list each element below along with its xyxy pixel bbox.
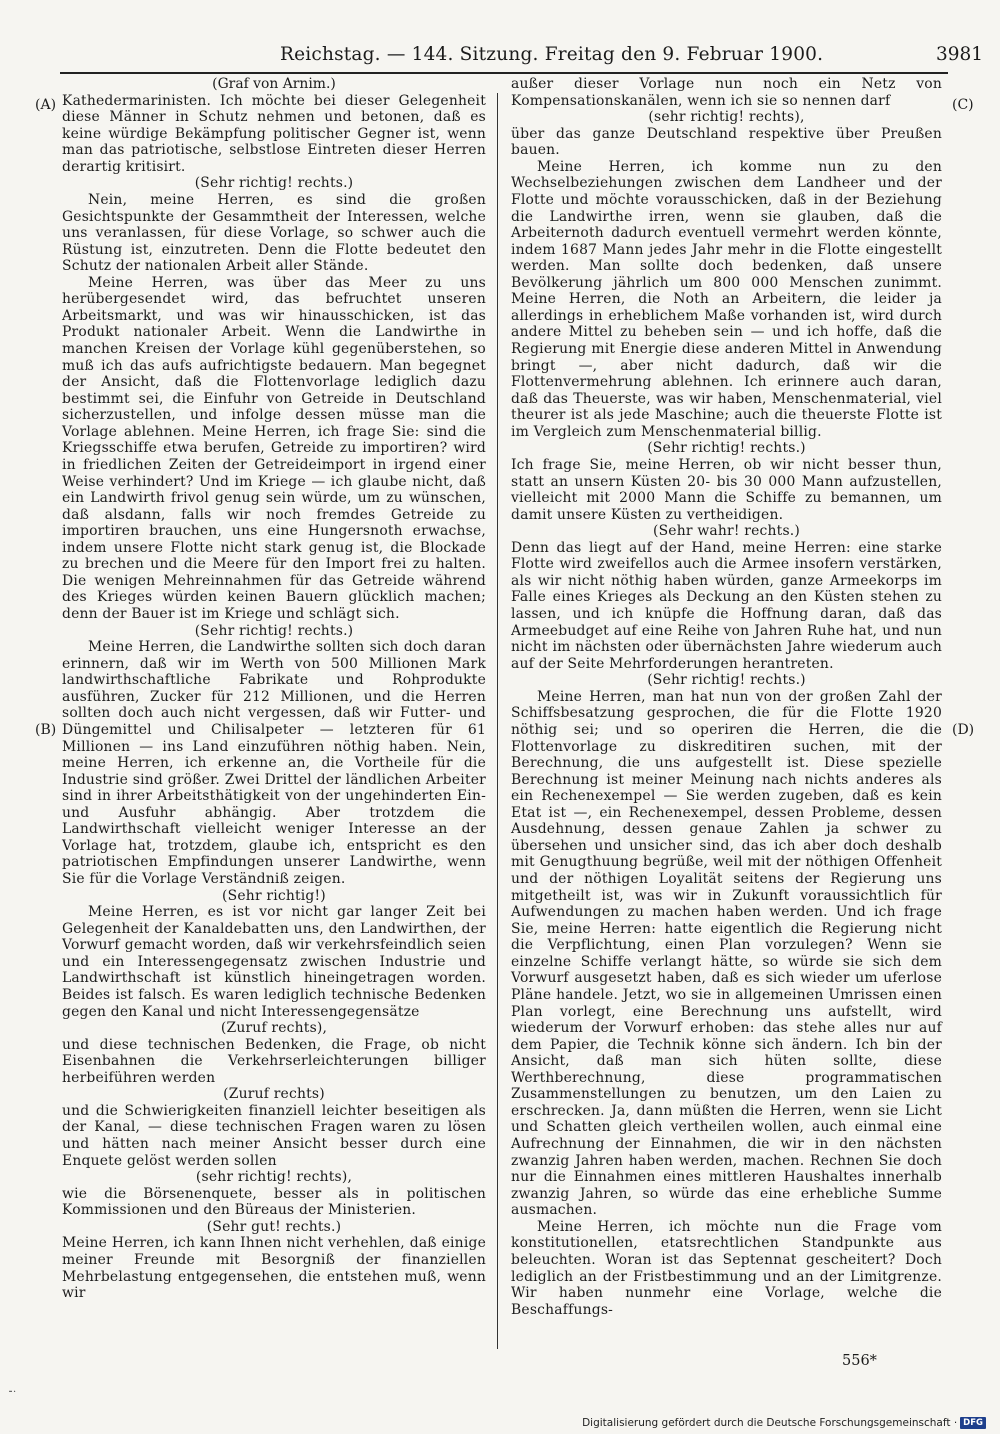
paragraph: Meine Herren, es ist vor nicht gar langer Zeit bei Gelegenheit der Kanaldebatten uns, den Landwirthen, der Vorwurf gemacht worden, daß wir verkehrsfeindlich seien und ein Interessengegensatz zwischen Industrie und Landwirthschaft ist künstlich hineingetragen worden. Beides ist falsch. Es waren lediglich technische Bedenken gegen den Kanal und nicht Interessengegensätze xyxy=(62,904,486,1020)
interjection: (Zuruf rechts), xyxy=(220,1020,328,1037)
paragraph: Nein, meine Herren, es sind die großen Gesichtspunkte der Gesammtheit der Interessen, welche uns veranlassen, für diese Vorlage, so schwer auch die Rüstung ist, einzutreten. Denn die Flotte bedeutet den Schutz der nationalen Arbeit aller Stände. xyxy=(62,191,486,275)
paragraph: über das ganze Deutschland respektive über Preußen bauen. xyxy=(511,125,942,159)
paragraph: Denn das liegt auf der Hand, meine Herren: eine starke Flotte wird zweifellos auch die Armee insofern verstärken, als wir nicht nöthig haben würden, ganze Armeekorps im Falle eines Krieges als Deckung an den Küsten stehen zu lassen, und ich knüpfe die Hoffnung daran, daß das Armeebudget auf eine Reihe von Jahren Ruhe hat, und nun nicht im nächsten oder übernächsten Jahre wiederum auch auf der Seite Mehrforderungen herantreten. xyxy=(511,539,942,672)
dfg-logo: DFG xyxy=(960,1417,986,1429)
right-column xyxy=(511,76,942,1318)
interjection: (Sehr richtig! rechts.) xyxy=(194,175,354,192)
speaker-name: (Graf von Arnim.) xyxy=(212,76,336,92)
paragraph: Ich frage Sie, meine Herren, ob wir nicht besser thun, statt an unsern Küsten 20- bis 30 000 Mann aufzustellen, vielleicht mit 2000 Mann die Schiffe zu bemannen, um damit unsere Küsten zu vertheidigen. xyxy=(511,456,942,523)
paragraph: Meine Herren, ich möchte nun die Frage vom konstitutionellen, etatsrechtlichen Standpunkte aus beleuchten. Woran ist das Septennat gescheitert? Doch lediglich an der Fristbestimmung und an der Limitgrenze. Wir haben nunmehr eine Vorlage, welche die Beschaffungs- xyxy=(511,1218,942,1318)
running-title: Reichstag. — 144. Sitzung. Freitag den 9. Februar 1900. xyxy=(280,44,824,65)
interjection: (Sehr gut! rechts.) xyxy=(206,1218,342,1235)
paragraph: außer dieser Vorlage nun noch ein Netz von Kompensationskanälen, wenn ich sie so nennen darf xyxy=(511,76,942,109)
interjection: (sehr richtig! rechts), xyxy=(648,109,805,126)
header-rule xyxy=(60,72,948,74)
interjection: (Zuruf rechts) xyxy=(223,1086,325,1103)
paragraph: und die Schwierigkeiten finanziell leichter beseitigen als der Kanal, — diese technischen Fragen waren zu lösen und hätten nach meiner Ansicht besser durch eine Enquete gelöst werden sollen xyxy=(62,1102,486,1169)
margin-marker-d: (D) xyxy=(952,722,975,738)
paragraph: und diese technischen Bedenken, die Frage, ob nicht Eisenbahnen die Verkehrserleichterungen billiger herbeiführen werden xyxy=(62,1036,486,1086)
paragraph: Meine Herren, die Landwirthe sollten sich doch daran erinnern, daß wir im Werth von 500 Millionen Mark landwirthschaftliche Fabrikate und Rohprodukte ausführen, Zucker für 212 Millionen, und die Herren sollten doch auch nicht vergessen, daß wir Futter- und Düngemittel und Chilisalpeter — letzteren für 61 Millionen — ins Land einzuführen nöthig haben. Nein, meine Herren, ich erkenne an, die Vortheile für die Industrie sind größer. Zwei Drittel der ländlichen Arbeiter sind in ihrer Arbeitsthätigkeit von der ungehinderten Ein- und Ausfuhr abhängig. Aber trotzdem die Landwirthschaft vielleicht weniger Interesse an der Vorlage hat, trotzdem, glaube ich, entspricht es den patriotischen Empfindungen unserer Landwirthe, wenn Sie für die Vorlage Verständniß zeigen. xyxy=(62,639,486,887)
paragraph: Meine Herren, ich kann Ihnen nicht verhehlen, daß einige meiner Freunde mit Besorgniß der finanziellen Mehrbelastung entgegensehen, die entstehen muß, wenn wir xyxy=(62,1235,486,1302)
paragraph: Meine Herren, was über das Meer zu uns herübergesendet wird, das befruchtet unseren Arbeitsmarkt, und was wir hinausschicken, ist das Produkt nationaler Arbeit. Wenn die Landwirthe in manchen Kreisen der Vorlage kühl gegenüberstehen, so muß ich das aufs aufrichtigste bedauern. Man begegnet der Ansicht, daß die Flottenvorlage lediglich dazu bestimmt sei, die Einfuhr von Getreide in Deutschland sicherzustellen, und infolge dessen müsse man die Vorlage ablehnen. Meine Herren, ich frage Sie: sind die Kriegsschiffe etwa berufen, Getreide zu importiren? wird in friedlichen Zeiten der Getreideimport in irgend einer Weise verhindert? Und im Kriege — ich glaube nicht, daß ein Landwirth frivol genug sein würde, um zu wünschen, daß alsdann, falls wir noch fremdes Getreide zu importiren brauchen, uns eine Hungersnoth erwachse, indem unsere Flotte nicht stark genug ist, die Blockade zu brechen und die Meere für den Import frei zu halten. Die wenigen Mehreinnahmen für das Getreide während des Krieges würden keinen Bauern glücklich machen; denn der Bauer ist im Kriege und schlägt sich. xyxy=(62,274,486,622)
margin-marker-c: (C) xyxy=(952,97,974,113)
page-header xyxy=(0,44,1000,68)
column-divider xyxy=(497,93,498,1349)
interjection: (Sehr richtig!) xyxy=(222,887,326,904)
interjection: (Sehr richtig! rechts.) xyxy=(194,622,354,639)
left-column xyxy=(62,76,486,1302)
margin-marker-b: (B) xyxy=(35,722,57,738)
interjection: (Sehr richtig! rechts.) xyxy=(647,672,806,689)
interjection: (Sehr richtig! rechts.) xyxy=(647,440,806,457)
paragraph: Meine Herren, ich komme nun zu den Wechselbeziehungen zwischen dem Landheer und der Flotte und möchte vorausschicken, daß in der Beziehung die Landwirthe irren, wenn sie glauben, daß die Arbeiternoth dadurch eventuell vermehrt werden könnte, indem 1687 Mann jedes Jahr mehr in die Flotte eingestellt werden. Man sollte doch bedenken, daß unsere Bevölkerung jährlich um 800 000 Menschen zunimmt. Meine Herren, die Noth an Arbeitern, die leider ja allerdings in erheblichem Maße vorhanden ist, wird durch andere Mittel zu beheben sein — und ich hoffe, daß die Regierung mit Energie diese anderen Mittel in Anwendung bringt —, aber nicht dadurch, daß wir die Flottenvermehrung ablehnen. Ich erinnere auch daran, daß das Theuerste, was wir haben, Menschenmaterial, viel theurer ist als jede Maschine; auch die theuerste Flotte ist im Vergleich zum Menschenmaterial billig. xyxy=(511,158,942,440)
digitization-credit xyxy=(582,1417,986,1429)
interjection: (Sehr wahr! rechts.) xyxy=(652,523,801,540)
paragraph: wie die Börsenenquete, besser als in politischen Kommissionen und den Büreaus der Ministerien. xyxy=(62,1185,486,1219)
signature-mark: 556* xyxy=(842,1353,877,1369)
margin-marker-a: (A) xyxy=(35,97,57,113)
paragraph: Meine Herren, man hat nun von der großen Zahl der Schiffsbesatzung gesprochen, die für die Flotte 1920 nöthig sei; und so operiren die Herren, die die Flottenvorlage zu diskreditiren suchen, mit der Berechnung, die uns aufgestellt ist. Diese spezielle Berechnung ist meiner Meinung nach nichts anderes als ein Rechenexempel — Sie werden zugeben, daß es kein Etat ist —, ein Rechenexempel, dessen Probleme, dessen Ausdehnung, dessen genaue Zahlen ja schwer zu übersehen und unsicher sind, das ich aber doch deshalb mit Genugthuung begrüße, weil mit der nöthigen Offenheit und der nöthigen Loyalität seitens der Regierung uns mitgetheilt ist, was wir in Zukunft voraussichtlich für Aufwendungen zu machen haben werden. Und ich frage Sie, meine Herren: hatte eigentlich die Regierung nicht die Verpflichtung, einen Plan vorzulegen? Wenn sie einzelne Schiffe verlangt hätte, so würde sie sich dem Vorwurf ausgesetzt haben, daß es sich wieder um uferlose Pläne handele. Jetzt, wo sie in allgemeinen Umrissen einen Plan vorlegt, eine Berechnung uns aufstellt, wird wiederum der Vorwurf erhoben: das stehe alles nur auf dem Papier, die Technik könne sich ändern. Ich bin der Ansicht, daß man sich hüten sollte, diese Werthberechnung, diese programmatischen Zusammenstellungen zu benutzen, um den Laien zu erschrecken. Ja, dann müßten die Herren, wenn sie Licht und Schatten gleich vertheilen wollen, auch einmal eine Aufrechnung der Einnahmen, die wir in den nächsten zwanzig Jahren haben werden, machen. Rechnen Sie doch nur die Einnahmen eines mittleren Haushaltes innerhalb zwanzig Jahren, so würde das eine erhebliche Summe ausmachen. xyxy=(511,688,942,1219)
page-number: 3981 xyxy=(936,44,984,65)
credit-text: Digitalisierung gefördert durch die Deutsche Forschungsgemeinschaft · xyxy=(582,1417,958,1429)
scan-artifact: ⁃· xyxy=(8,1387,17,1398)
paragraph: Kathedermarinisten. Ich möchte bei dieser Gelegenheit diese Männer in Schutz nehmen und betonen, daß es keine würdige Bekämpfung politischer Gegner ist, wenn man das patriotische, selbstlose Eintreten dieser Herren derartig kritisirt. xyxy=(62,92,486,175)
interjection: (sehr richtig! rechts), xyxy=(195,1169,353,1186)
